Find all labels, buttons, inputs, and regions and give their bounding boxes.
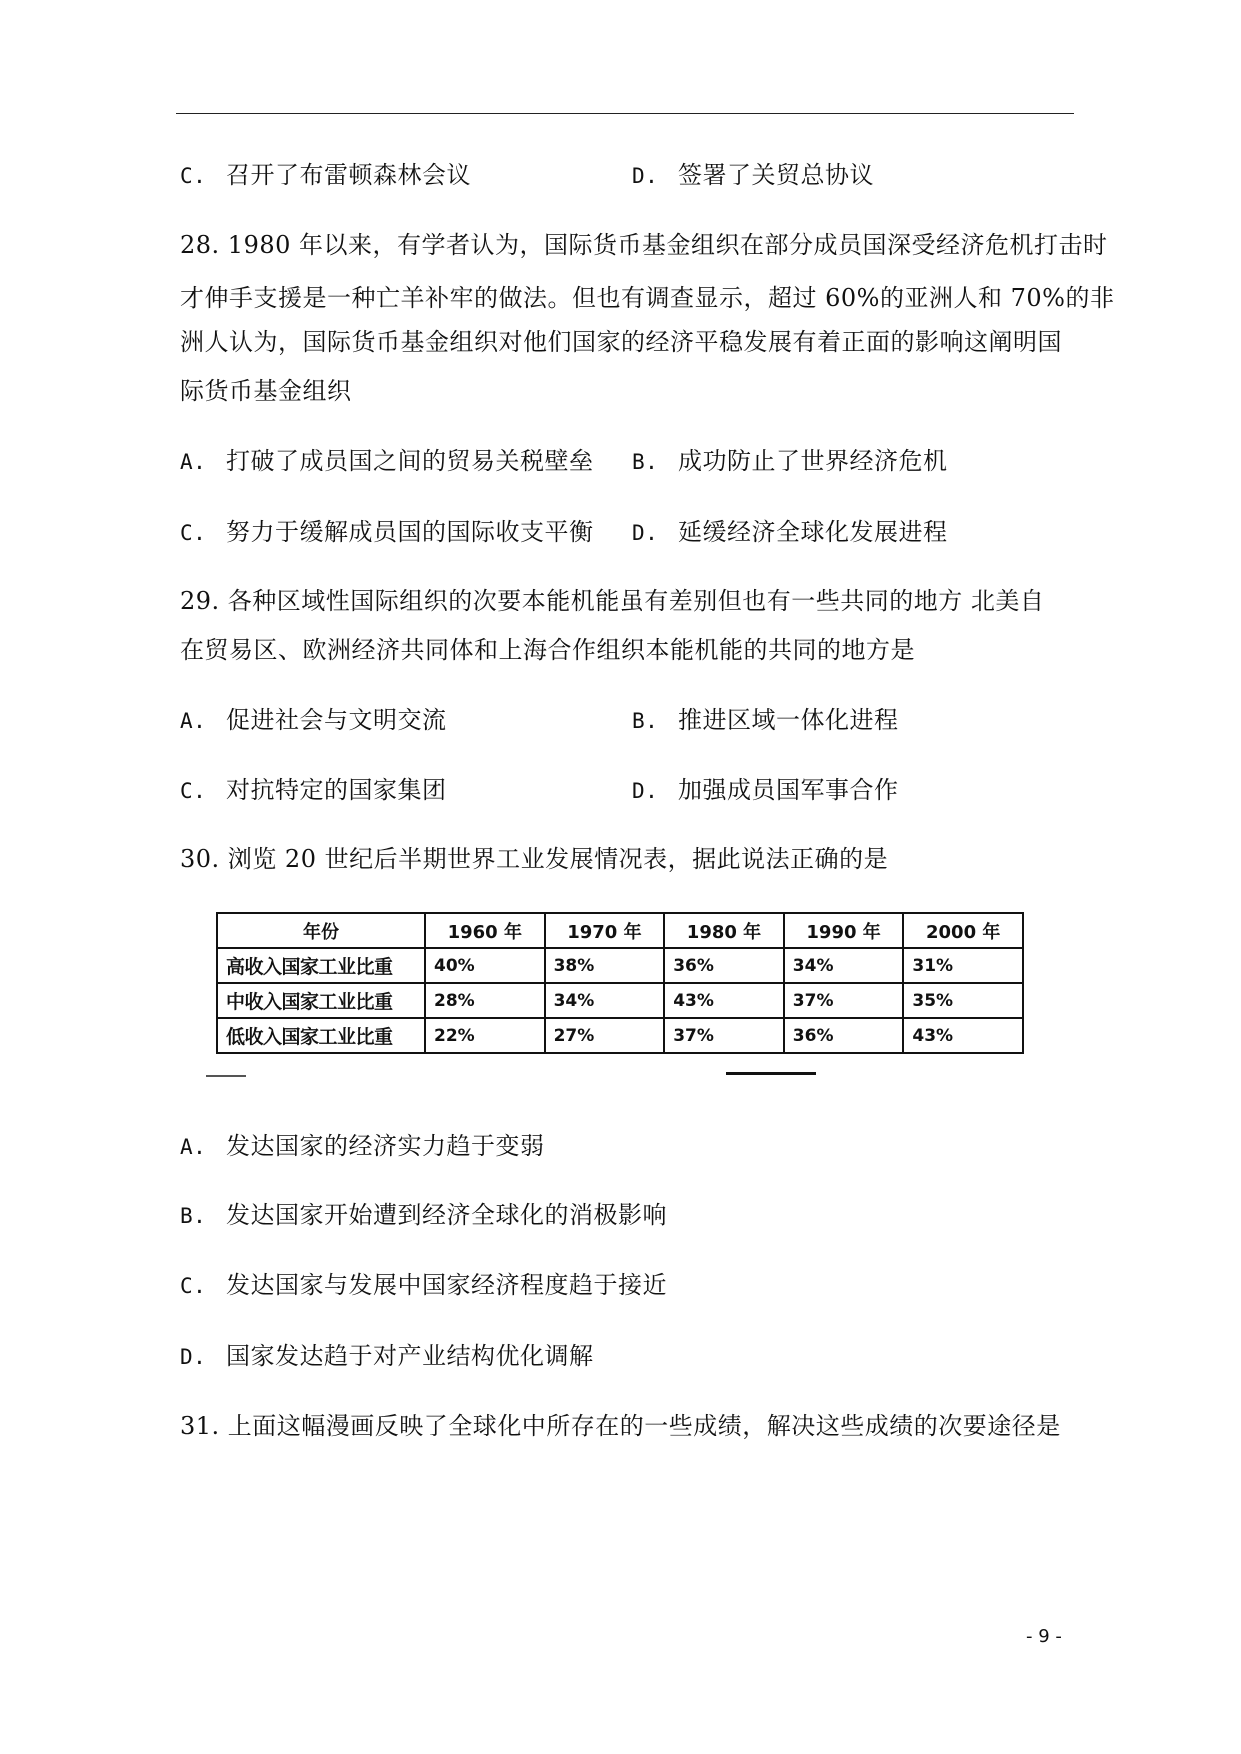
row-label: 中收入国家工业比重: [217, 983, 425, 1018]
q28-option-d[interactable]: [632, 517, 948, 548]
scan-artifact: [206, 1075, 246, 1077]
table-row: [217, 948, 1023, 983]
table-cell: 37%: [664, 1018, 784, 1053]
table-cell: 43%: [903, 1018, 1023, 1053]
table-header-cell: 2000 年: [903, 913, 1023, 948]
option-text: 推进区域一体化进程: [678, 706, 899, 734]
option-letter: C.: [180, 779, 207, 803]
q30-option-a[interactable]: [180, 1131, 545, 1162]
table-cell: 34%: [784, 948, 904, 983]
option-text: 加强成员国军事合作: [678, 776, 899, 804]
option-letter: A.: [180, 450, 207, 474]
q28-option-c[interactable]: [180, 517, 594, 548]
table-header-cell: 1970 年: [545, 913, 665, 948]
q29-option-a[interactable]: [180, 705, 447, 736]
table-header-cell: 1960 年: [425, 913, 545, 948]
option-text: 成功防止了世界经济危机: [678, 447, 948, 475]
table-header-cell: 1980 年: [664, 913, 784, 948]
row-label: 高收入国家工业比重: [217, 948, 425, 983]
option-letter: C.: [180, 1274, 207, 1298]
q30-option-d[interactable]: [180, 1341, 594, 1372]
option-text: 发达国家开始遭到经济全球化的消极影响: [226, 1201, 667, 1229]
option-letter: D.: [180, 1345, 207, 1369]
q28-option-b[interactable]: [632, 446, 948, 477]
option-text: 召开了布雷顿森林会议: [226, 161, 471, 189]
data-table: [216, 912, 1024, 1054]
q28-stem-line-4: 际货币基金组织: [180, 377, 352, 405]
option-text: 延缓经济全球化发展进程: [678, 518, 948, 546]
option-letter: D.: [632, 164, 659, 188]
table-cell: 36%: [784, 1018, 904, 1053]
q28-stem-line-2: 才伸手支援是一种亡羊补牢的做法。但也有调查显示，超过 60%的亚洲人和 70%的非: [180, 284, 1115, 312]
row-label: 低收入国家工业比重: [217, 1018, 425, 1053]
table-row: [217, 1018, 1023, 1053]
option-letter: A.: [180, 709, 207, 733]
option-text: 对抗特定的国家集团: [226, 776, 447, 804]
q29-option-c[interactable]: [180, 775, 447, 806]
q31-stem: 31. 上面这幅漫画反映了全球化中所存在的一些成绩，解决这些成绩的次要途径是: [180, 1412, 1061, 1440]
q27-option-d[interactable]: [632, 160, 874, 191]
scan-artifact: [726, 1072, 816, 1075]
q28-option-a[interactable]: [180, 446, 594, 477]
option-letter: A.: [180, 1135, 207, 1159]
q29-stem-line-1: 29. 各种区域性国际组织的次要本能机能虽有差别但也有一些共同的地方 北美自: [180, 587, 1045, 615]
option-letter: B.: [180, 1204, 207, 1228]
table-cell: 27%: [545, 1018, 665, 1053]
table-header-row: [217, 913, 1023, 948]
option-text: 发达国家与发展中国家经济程度趋于接近: [226, 1271, 667, 1299]
table-cell: 35%: [903, 983, 1023, 1018]
q29-option-b[interactable]: [632, 705, 899, 736]
q30-stem: 30. 浏览 20 世纪后半期世界工业发展情况表，据此说法正确的是: [180, 845, 889, 873]
option-text: 签署了关贸总协议: [678, 161, 874, 189]
table-cell: 36%: [664, 948, 784, 983]
option-letter: D.: [632, 779, 659, 803]
q30-option-b[interactable]: [180, 1200, 667, 1231]
option-letter: B.: [632, 709, 659, 733]
table-cell: 38%: [545, 948, 665, 983]
page-number: - 9 -: [1026, 1626, 1062, 1647]
q29-option-d[interactable]: [632, 775, 899, 806]
option-letter: D.: [632, 521, 659, 545]
option-letter: B.: [632, 450, 659, 474]
q30-option-c[interactable]: [180, 1270, 667, 1301]
table-cell: 40%: [425, 948, 545, 983]
table-header-cell: 年份: [217, 913, 425, 948]
table-cell: 31%: [903, 948, 1023, 983]
table-row: [217, 983, 1023, 1018]
option-text: 发达国家的经济实力趋于变弱: [226, 1132, 545, 1160]
table-header-cell: 1990 年: [784, 913, 904, 948]
industry-share-table: [206, 912, 1036, 1077]
option-text: 促进社会与文明交流: [226, 706, 447, 734]
q29-stem-line-2: 在贸易区、欧洲经济共同体和上海合作组织本能机能的共同的地方是: [180, 636, 915, 664]
q27-option-c[interactable]: [180, 160, 471, 191]
option-letter: C.: [180, 521, 207, 545]
q28-stem-line-3: 洲人认为，国际货币基金组织对他们国家的经济平稳发展有着正面的影响这阐明国: [180, 328, 1062, 356]
option-text: 努力于缓解成员国的国际收支平衡: [226, 518, 594, 546]
table-cell: 37%: [784, 983, 904, 1018]
table-cell: 22%: [425, 1018, 545, 1053]
header-rule: [176, 113, 1074, 114]
table-cell: 43%: [664, 983, 784, 1018]
table-cell: 34%: [545, 983, 665, 1018]
option-text: 打破了成员国之间的贸易关税壁垒: [226, 447, 594, 475]
option-letter: C.: [180, 164, 207, 188]
option-text: 国家发达趋于对产业结构优化调解: [226, 1342, 594, 1370]
table-cell: 28%: [425, 983, 545, 1018]
q28-stem-line-1: 28. 1980 年以来，有学者认为，国际货币基金组织在部分成员国深受经济危机打击时: [180, 231, 1108, 259]
